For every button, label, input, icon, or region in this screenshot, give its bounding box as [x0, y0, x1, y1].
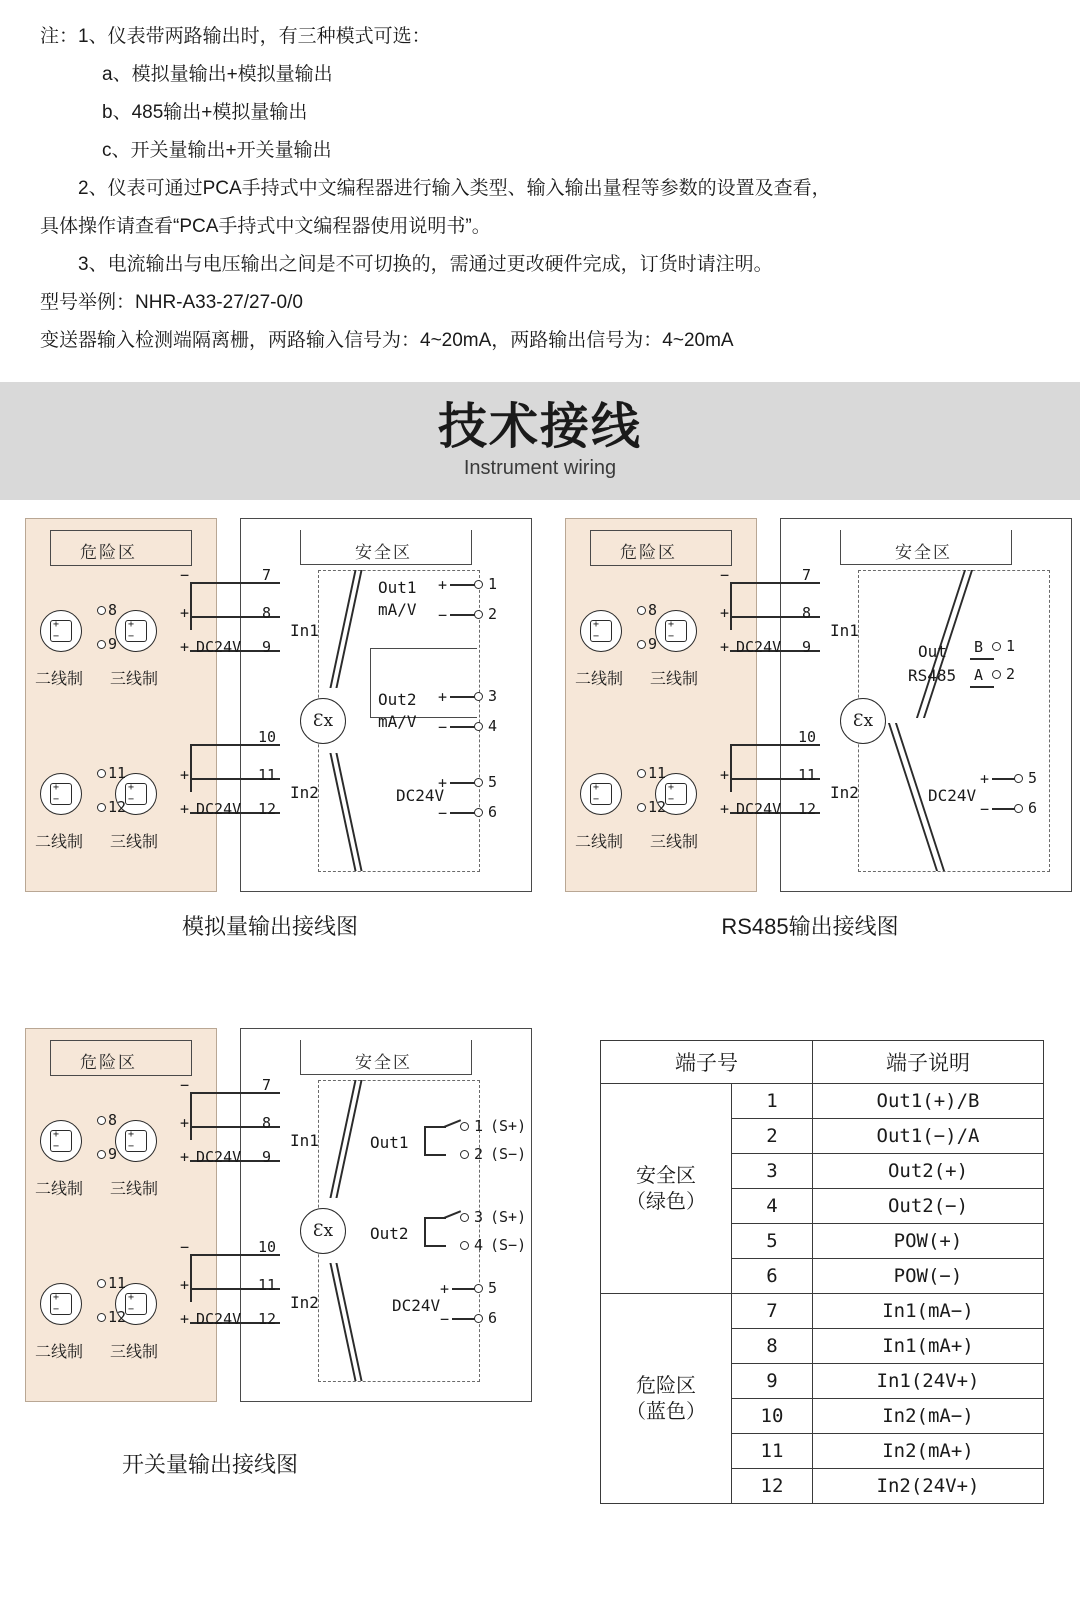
out2-minus: − — [438, 718, 448, 736]
pow-term-5: 5 — [488, 773, 498, 791]
cell-no: 10 — [732, 1399, 813, 1434]
ex-symbol-icon: Ɛx — [300, 698, 346, 744]
pow-dot-4 — [1014, 804, 1023, 813]
caption-switch: 开关量输出接线图 — [121, 1452, 298, 1477]
terminal-dot-9a — [97, 640, 106, 649]
terminal-num-11-left: 11 — [108, 764, 127, 782]
cell-no: 9 — [732, 1364, 813, 1399]
relay1-wire-v — [424, 1126, 426, 1154]
cell-desc: In2(24V+) — [813, 1469, 1044, 1504]
cell-desc: POW(−) — [813, 1259, 1044, 1294]
out2-wire-1 — [450, 696, 476, 698]
dc24v-label-1c: DC24V — [196, 1148, 242, 1166]
cell-desc: Out1(−)/A — [813, 1119, 1044, 1154]
sign-plus-1b: + — [720, 604, 730, 622]
hazard-zone-label: 危险区 — [80, 543, 137, 562]
terminal-dot-9b — [637, 640, 646, 649]
terminal-num-9b: 9 — [802, 638, 812, 656]
power-label-1: DC24V — [396, 786, 445, 805]
relay2-term-3: 3 — [474, 1208, 484, 1226]
header-terminal-no: 端子号 — [601, 1041, 813, 1084]
two-wire-label-1: 二线制 — [35, 671, 84, 688]
two-wire-label-2: 二线制 — [35, 834, 84, 851]
relay2-sp: (S+) — [490, 1208, 527, 1226]
out1-label: Out1 — [378, 578, 417, 597]
notes-block — [0, 0, 1080, 360]
sensor-three-wire-3: + − — [655, 610, 697, 652]
caption-analog: 模拟量输出接线图 — [181, 914, 358, 939]
terminal-dot-12a — [97, 803, 106, 812]
hazard-zone-label-2: 危险区 — [620, 543, 677, 562]
terminal-num-8: 8 — [262, 604, 272, 622]
out1-wire-1 — [450, 584, 476, 586]
out1-term-1: 1 — [488, 575, 498, 593]
sign-plus-1: + — [180, 604, 190, 622]
cell-no: 11 — [732, 1434, 813, 1469]
table-header-row — [601, 1041, 1044, 1084]
rs485-b-label: B — [974, 638, 984, 656]
out2-dot-2 — [474, 722, 483, 731]
three-wire-label-5: 三线制 — [110, 1181, 159, 1198]
model-example: 型号举例：NHR-A33-27/27-0/0 — [40, 292, 303, 313]
two-wire-label-6: 二线制 — [35, 1344, 84, 1361]
terminal-num-9-left-3: 9 — [108, 1145, 118, 1163]
terminal-num-10b: 10 — [798, 728, 817, 746]
cell-desc: In1(mA+) — [813, 1329, 1044, 1364]
rs485-term-2: 2 — [1006, 665, 1016, 683]
note-item-a: a、模拟量输出+模拟量输出 — [102, 64, 333, 85]
sign-minus-1b: − — [720, 566, 730, 584]
dc24v-label-1b: DC24V — [736, 638, 782, 656]
sign-minus-1c: − — [180, 1076, 190, 1094]
cell-no: 8 — [732, 1329, 813, 1364]
pow-wire-6 — [452, 1318, 476, 1320]
table-row — [601, 1294, 1044, 1329]
hazard-zone-label-3: 危险区 — [80, 1053, 137, 1072]
cell-no: 2 — [732, 1119, 813, 1154]
zone-safe-cell — [601, 1084, 732, 1294]
terminal-num-11-left-2: 11 — [648, 764, 667, 782]
pow-term-5b: 5 — [1028, 769, 1038, 787]
terminal-num-9-left: 9 — [108, 635, 118, 653]
relay1-sp: (S+) — [490, 1117, 527, 1135]
cell-no: 4 — [732, 1189, 813, 1224]
relay1-wire-1 — [424, 1126, 446, 1128]
zone-hazard-line2: （蓝色） — [626, 1400, 706, 1423]
note-item-b: b、485输出+模拟量输出 — [102, 102, 308, 123]
isolator-module-outline-2 — [858, 570, 1050, 872]
cell-no: 7 — [732, 1294, 813, 1329]
pow-minus-1: − — [438, 804, 448, 822]
relay2-sm: (S−) — [490, 1236, 527, 1254]
in2-label-3: In2 — [290, 1293, 319, 1312]
sensor-three-wire-2: + − — [115, 773, 157, 815]
relay1-dot-2 — [460, 1150, 469, 1159]
pow-dot-5 — [474, 1284, 483, 1293]
zone-safe-line1: 安全区 — [636, 1164, 696, 1187]
pow-dot-2 — [474, 808, 483, 817]
sign-plus-2: + — [180, 638, 190, 656]
three-wire-label-3: 三线制 — [650, 671, 699, 688]
relay1-term-1: 1 — [474, 1117, 484, 1135]
terminal-num-8c: 8 — [262, 1114, 272, 1132]
pow-dot-3 — [1014, 774, 1023, 783]
in1-label-2: In1 — [830, 621, 859, 640]
terminal-table — [600, 1040, 1044, 1504]
terminal-num-9: 9 — [262, 638, 272, 656]
out2-label: Out2 — [378, 690, 417, 709]
relay2-dot-2 — [460, 1241, 469, 1250]
relay2-wire-v — [424, 1217, 426, 1245]
wire-v-4 — [730, 744, 732, 792]
note-line-1: 注：1、仪表带两路输出时，有三种模式可选： — [40, 26, 431, 47]
pow-minus-2: − — [980, 800, 990, 818]
note-line-2: 2、仪表可通过PCA手持式中文编程器进行输入类型、输入输出量程等参数的设置及查看， — [78, 178, 831, 199]
dc24v-label-2b: DC24V — [736, 800, 782, 818]
out2-mav-label: mA/V — [378, 712, 417, 731]
out1-wire-2 — [450, 614, 476, 616]
ex-symbol-icon-3: Ɛx — [300, 1208, 346, 1254]
out1-term-2: 2 — [488, 605, 498, 623]
relay1-dot-1 — [460, 1122, 469, 1131]
sensor-two-wire-2: + − — [40, 773, 82, 815]
zone-hazard-line1: 危险区 — [636, 1374, 696, 1397]
relay2-wire-1 — [424, 1217, 446, 1219]
relay1-term-2: 2 — [474, 1145, 484, 1163]
terminal-num-12-left: 12 — [108, 798, 127, 816]
terminal-num-11b: 11 — [798, 766, 817, 784]
terminal-dot-8c — [97, 1116, 106, 1125]
in2-label: In2 — [290, 783, 319, 802]
cell-desc: In2(mA−) — [813, 1399, 1044, 1434]
out2-dot-1 — [474, 692, 483, 701]
sign-plus-2b: + — [720, 638, 730, 656]
terminal-num-10c: 10 — [258, 1238, 277, 1256]
terminal-num-8-left: 8 — [108, 601, 118, 619]
note-line-3: 3、电流输出与电压输出之间是不可切换的，需通过更改硬件完成，订货时请注明。 — [78, 254, 773, 275]
rs485-underline-a — [970, 686, 994, 688]
zone-safe-line2: （绿色） — [626, 1190, 706, 1213]
out1-label-sw: Out1 — [370, 1133, 409, 1152]
terminal-num-8-left-3: 8 — [108, 1111, 118, 1129]
sign-plus-4: + — [180, 800, 190, 818]
pow-term-6c: 6 — [488, 1309, 498, 1327]
sensor-two-wire-4: + − — [580, 773, 622, 815]
terminal-num-7c: 7 — [262, 1076, 272, 1094]
note-item-c: c、开关量输出+开关量输出 — [102, 140, 332, 161]
sign-plus-2c: + — [180, 1148, 190, 1166]
out1-dot-2 — [474, 610, 483, 619]
sign-minus-2c: − — [180, 1238, 190, 1256]
sensor-two-wire-1: + − — [40, 610, 82, 652]
out1-mav-label: mA/V — [378, 600, 417, 619]
sensor-three-wire-5: + − — [115, 1120, 157, 1162]
rs485-term-1: 1 — [1006, 637, 1016, 655]
terminal-num-7: 7 — [262, 566, 272, 584]
sensor-three-wire-6: + − — [115, 1283, 157, 1325]
zone-hazard-cell — [601, 1294, 732, 1504]
section-title-cn: 技术接线 — [437, 400, 642, 454]
cell-no: 1 — [732, 1084, 813, 1119]
cell-no: 6 — [732, 1259, 813, 1294]
two-wire-label-3: 二线制 — [575, 671, 624, 688]
safe-zone-label: 安全区 — [355, 543, 412, 562]
wire-v-5 — [190, 1092, 192, 1140]
relay2-term-4: 4 — [474, 1236, 484, 1254]
safe-zone-label-2: 安全区 — [895, 543, 952, 562]
terminal-num-12b: 12 — [798, 800, 817, 818]
pow-plus-2: + — [980, 770, 990, 788]
section-banner — [0, 382, 1080, 500]
in1-label: In1 — [290, 621, 319, 640]
out1-minus: − — [438, 606, 448, 624]
pow-plus-3: + — [440, 1280, 450, 1298]
terminal-num-7b: 7 — [802, 566, 812, 584]
terminal-num-8-left-2: 8 — [648, 601, 658, 619]
dc24v-label-1: DC24V — [196, 638, 242, 656]
safe-zone-label-3: 安全区 — [355, 1053, 412, 1072]
dc24v-label-2: DC24V — [196, 800, 242, 818]
header-terminal-desc: 端子说明 — [813, 1041, 1044, 1084]
diagram-analog-output — [0, 518, 540, 938]
pow-plus-1: + — [438, 774, 448, 792]
in1-label-3: In1 — [290, 1131, 319, 1150]
terminal-num-11: 11 — [258, 766, 277, 784]
section-title-en: Instrument wiring — [463, 457, 617, 479]
rs485-a-label: A — [974, 666, 984, 684]
sign-plus-3b: + — [720, 766, 730, 784]
terminal-dot-9c — [97, 1150, 106, 1159]
wire-v-1 — [190, 582, 192, 630]
wire-v-3 — [730, 582, 732, 630]
terminal-num-12-left-3: 12 — [108, 1308, 127, 1326]
two-wire-label-4: 二线制 — [575, 834, 624, 851]
terminal-dot-8b — [637, 606, 646, 615]
pow-term-5c: 5 — [488, 1279, 498, 1297]
out2-term-4: 4 — [488, 717, 498, 735]
out2-label-sw: Out2 — [370, 1224, 409, 1243]
wire-v-6 — [190, 1254, 192, 1302]
table-row — [601, 1084, 1044, 1119]
terminal-num-10: 10 — [258, 728, 277, 746]
cell-no: 12 — [732, 1469, 813, 1504]
terminal-num-11c: 11 — [258, 1276, 277, 1294]
sensor-three-wire-1: + − — [115, 610, 157, 652]
pow-wire-4 — [992, 808, 1016, 810]
cell-desc: Out1(+)/B — [813, 1084, 1044, 1119]
out2-term-3: 3 — [488, 687, 498, 705]
sensor-two-wire-5: + − — [40, 1120, 82, 1162]
terminal-num-9c: 9 — [262, 1148, 272, 1166]
pow-minus-3: − — [440, 1310, 450, 1328]
relay2-wire-2 — [424, 1245, 446, 1247]
sign-minus-1: − — [180, 566, 190, 584]
cell-desc: In1(mA−) — [813, 1294, 1044, 1329]
wire-v-2 — [190, 744, 192, 792]
sign-plus-3c: + — [180, 1276, 190, 1294]
out1-plus: + — [438, 576, 448, 594]
terminal-num-11-left-3: 11 — [108, 1274, 127, 1292]
ex-symbol-icon-2: Ɛx — [840, 698, 886, 744]
terminal-num-12c: 12 — [258, 1310, 277, 1328]
sensor-two-wire-6: + − — [40, 1283, 82, 1325]
out2-wire-2 — [450, 726, 476, 728]
rs485-dot-1 — [992, 642, 1001, 651]
caption-rs485: RS485输出接线图 — [721, 914, 899, 939]
relay2-dot-1 — [460, 1213, 469, 1222]
pow-term-6: 6 — [488, 803, 498, 821]
cell-desc: In1(24V+) — [813, 1364, 1044, 1399]
pow-dot-1 — [474, 778, 483, 787]
pow-wire-2 — [450, 812, 476, 814]
cell-desc: POW(+) — [813, 1224, 1044, 1259]
terminal-dot-11b — [637, 769, 646, 778]
terminal-num-8b: 8 — [802, 604, 812, 622]
pow-term-6b: 6 — [1028, 799, 1038, 817]
out1-dot-1 — [474, 580, 483, 589]
terminal-dot-11c — [97, 1279, 106, 1288]
three-wire-label-6: 三线制 — [110, 1344, 159, 1361]
cell-no: 5 — [732, 1224, 813, 1259]
terminal-dot-12c — [97, 1313, 106, 1322]
cell-desc: Out2(+) — [813, 1154, 1044, 1189]
diagram-rs485-output — [540, 518, 1080, 938]
dc24v-label-2c: DC24V — [196, 1310, 242, 1328]
power-label-2: DC24V — [928, 786, 977, 805]
three-wire-label-1: 三线制 — [110, 671, 159, 688]
sensor-two-wire-3: + − — [580, 610, 622, 652]
diagram-switch-output — [0, 1028, 560, 1498]
power-label-3: DC24V — [392, 1296, 441, 1315]
note-line-2b: 具体操作请查看“PCA手持式中文编程器使用说明书”。 — [40, 216, 491, 237]
out-label-485: Out — [918, 642, 947, 661]
rs485-underline-b — [970, 658, 994, 660]
rs485-dot-2 — [992, 670, 1001, 679]
terminal-dot-8a — [97, 606, 106, 615]
terminal-num-9-left-2: 9 — [648, 635, 658, 653]
terminal-dot-11a — [97, 769, 106, 778]
pow-wire-5 — [452, 1288, 476, 1290]
in2-label-2: In2 — [830, 783, 859, 802]
sign-plus-4c: + — [180, 1310, 190, 1328]
model-description: 变送器输入检测端隔离栅，两路输入信号为：4~20mA，两路输出信号为：4~20mA — [40, 330, 734, 351]
three-wire-label-2: 三线制 — [110, 834, 159, 851]
cell-desc: Out2(−) — [813, 1189, 1044, 1224]
out2-plus: + — [438, 688, 448, 706]
pow-wire-3 — [992, 778, 1016, 780]
terminal-table-wrap — [600, 1040, 1044, 1504]
relay1-sm: (S−) — [490, 1145, 527, 1163]
rs485-label: RS485 — [908, 666, 957, 685]
three-wire-label-4: 三线制 — [650, 834, 699, 851]
terminal-dot-12b — [637, 803, 646, 812]
pow-wire-1 — [450, 782, 476, 784]
sign-plus-4b: + — [720, 800, 730, 818]
pow-dot-6 — [474, 1314, 483, 1323]
terminal-num-12: 12 — [258, 800, 277, 818]
sign-plus-3: + — [180, 766, 190, 784]
sign-plus-1c: + — [180, 1114, 190, 1132]
cell-no: 3 — [732, 1154, 813, 1189]
relay1-wire-2 — [424, 1154, 446, 1156]
cell-desc: In2(mA+) — [813, 1434, 1044, 1469]
terminal-num-12-left-2: 12 — [648, 798, 667, 816]
two-wire-label-5: 二线制 — [35, 1181, 84, 1198]
sensor-three-wire-4: + − — [655, 773, 697, 815]
